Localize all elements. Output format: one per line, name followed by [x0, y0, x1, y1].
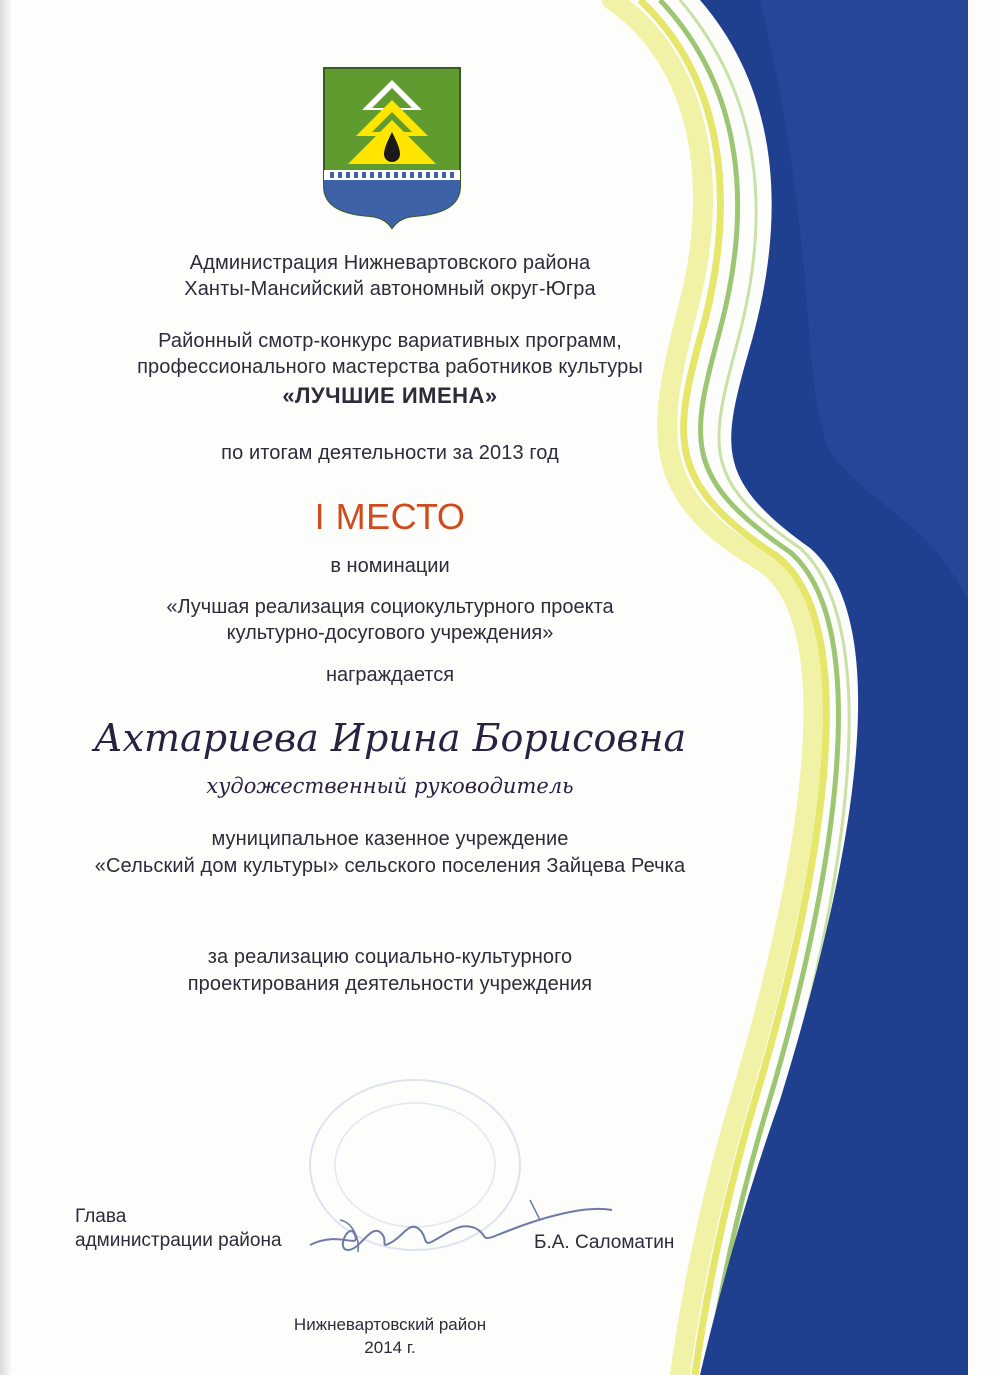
reason-line-2: проектирования деятельности учреждения	[187, 973, 593, 995]
awarded-label: награждается	[325, 664, 455, 686]
signer-title-line-2: администрации района	[75, 1230, 282, 1251]
reason-line-1: за реализацию социально-культурного	[207, 946, 573, 968]
recipient-role: художественный руководитель	[206, 774, 574, 798]
contest-line-1: Районный смотр-конкурс вариативных программ,	[158, 330, 622, 352]
footer-place: Нижневартовский район	[293, 1315, 487, 1334]
signer-title-line-1: Глава	[75, 1206, 127, 1227]
signer-name: Б.А. Саломатин	[534, 1232, 675, 1253]
nomination-line-1: «Лучшая реализация социокультурного проекта	[166, 596, 614, 618]
award-place: I МЕСТО	[314, 496, 466, 537]
contest-period: по итогам деятельности за 2013 год	[221, 442, 559, 464]
recipient-org-line-1: муниципальное казенное учреждение	[211, 828, 569, 850]
contest-title: «ЛУЧШИЕ ИМЕНА»	[282, 383, 498, 408]
recipient-org-line-2: «Сельский дом культуры» сельского поселения Зайцева Речка	[94, 855, 686, 877]
right-margin	[968, 0, 1000, 1375]
footer-year: 2014 г.	[364, 1338, 416, 1357]
nomination-line-2: культурно-досугового учреждения»	[226, 622, 554, 644]
handwritten-signature-icon	[300, 1190, 620, 1270]
recipient-name: Ахтариева Ирина Борисовна	[93, 716, 687, 760]
org-line-2: Ханты-Мансийский автономный округ-Югра	[184, 278, 596, 300]
org-line-1: Администрация Нижневартовского района	[189, 252, 591, 274]
district-coat-of-arms-icon	[322, 66, 462, 230]
contest-line-2: профессионального мастерства работников культуры	[137, 356, 643, 378]
nomination-intro: в номинации	[330, 555, 450, 577]
